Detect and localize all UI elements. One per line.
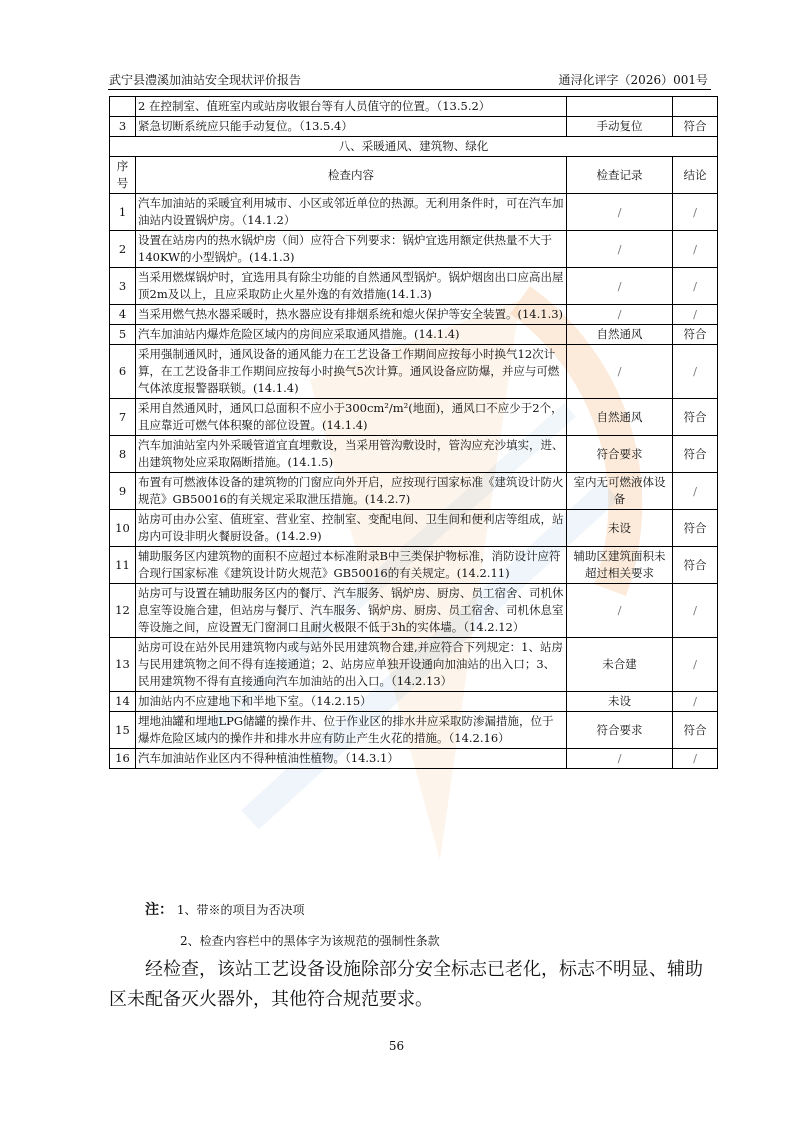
table-row bbox=[110, 117, 718, 137]
row-content: 加油站内不应建地下和半地下室。（14.2.15） bbox=[136, 692, 567, 712]
row-result: / bbox=[673, 268, 718, 305]
conclusion-paragraph: 经检查，该站工艺设备设施除部分安全标志已老化，标志不明显、辅助区未配备灭火器外，其他符合规范要求。 bbox=[109, 959, 703, 1010]
row-number: 15 bbox=[110, 712, 136, 749]
table-row bbox=[110, 194, 718, 231]
note-item-1 bbox=[145, 899, 304, 919]
table-row bbox=[110, 97, 718, 117]
section-title: 八、采暖通风、建筑物、绿化 bbox=[110, 137, 718, 157]
note-item-2: 2、检查内容栏中的黑体字为该规范的强制性条款 bbox=[180, 934, 440, 948]
row-content: 站房可设在站外民用建筑物内或与站外民用建筑物合建,并应符合下列规定：1、站房与民用建筑物之间不得有连接通道；2、站房应单独开设通向加油站的出入口；3、民用建筑物不得有直接通向汽车加油站的出入口。（14.2.13） bbox=[136, 638, 567, 692]
table-row bbox=[110, 692, 718, 712]
row-result: 符合 bbox=[673, 712, 718, 749]
row-number: 7 bbox=[110, 399, 136, 436]
row-result: / bbox=[673, 749, 718, 769]
header-num: 序号 bbox=[110, 157, 136, 194]
row-result: / bbox=[673, 692, 718, 712]
section-title-row bbox=[110, 137, 718, 157]
row-result: 符合 bbox=[673, 510, 718, 547]
header-content: 检查内容 bbox=[136, 157, 567, 194]
row-content: 站房可由办公室、值班室、营业室、控制室、变配电间、卫生间和便利店等组成，站房内可设非明火餐厨设备。(14.2.9) bbox=[136, 510, 567, 547]
row-number: 8 bbox=[110, 436, 136, 473]
row-content: 汽车加油站的采暖宜利用城市、小区或邻近单位的热源。无利用条件时，可在汽车加油站内设置锅炉房。（14.1.2） bbox=[136, 194, 567, 231]
row-result: / bbox=[673, 473, 718, 510]
row-record: / bbox=[567, 194, 673, 231]
row-number: 4 bbox=[110, 305, 136, 325]
row-record: / bbox=[567, 231, 673, 268]
row-record: 符合要求 bbox=[567, 436, 673, 473]
row-number: 11 bbox=[110, 547, 136, 584]
row-result: 符合 bbox=[673, 547, 718, 584]
table-row bbox=[110, 268, 718, 305]
table-header-row bbox=[110, 157, 718, 194]
table-row bbox=[110, 399, 718, 436]
row-content: 站房可与设置在辅助服务区内的餐厅、汽车服务、锅炉房、厨房、员工宿舍、司机休息室等设施合建，但站房与餐厅、汽车服务、锅炉房、厨房、员工宿舍、司机休息室等设施之间，应设置无门窗洞口且耐火极限不低于3h的实体墙。（14.2.12） bbox=[136, 584, 567, 638]
row-content: 当采用燃煤锅炉时，宜选用具有除尘功能的自然通风型锅炉。锅炉烟囱出口应高出屋顶2m及以上，且应采取防止火星外逸的有效措施(14.1.3) bbox=[136, 268, 567, 305]
table-row bbox=[110, 325, 718, 345]
row-content: 紧急切断系统应只能手动复位。（13.5.4） bbox=[136, 117, 567, 137]
row-content: 采用自然通风时，通风口总面积不应小于300cm²/m²(地面)，通风口不应少于2个，且应靠近可燃气体积聚的部位设置。(14.1.4) bbox=[136, 399, 567, 436]
table-row bbox=[110, 510, 718, 547]
table-row bbox=[110, 584, 718, 638]
table-row bbox=[110, 547, 718, 584]
row-content: 2 在控制室、值班室内或站房收银台等有人员值守的位置。（13.5.2） bbox=[136, 97, 567, 117]
inspection-table bbox=[109, 96, 718, 769]
note-label: 注： bbox=[145, 902, 173, 918]
row-content: 埋地油罐和埋地LPG储罐的操作井、位于作业区的排水井应采取防渗漏措施，位于爆炸危险区域内的操作井和排水井应有防止产生火花的措施。（14.2.16） bbox=[136, 712, 567, 749]
row-content: 汽车加油站室内外采暖管道宜直埋敷设，当采用管沟敷设时，管沟应充沙填实，进、出建筑物处应采取隔断措施。(14.1.5) bbox=[136, 436, 567, 473]
row-number: 16 bbox=[110, 749, 136, 769]
row-result: / bbox=[673, 231, 718, 268]
row-result: / bbox=[673, 584, 718, 638]
row-record: / bbox=[567, 305, 673, 325]
row-record: 手动复位 bbox=[567, 117, 673, 137]
table-row bbox=[110, 749, 718, 769]
table-row bbox=[110, 345, 718, 399]
table-row bbox=[110, 473, 718, 510]
table-row bbox=[110, 638, 718, 692]
note-text-1: 1、带※的项目为否决项 bbox=[176, 903, 305, 917]
row-content: 设置在站房内的热水锅炉房（间）应符合下列要求：锅炉宜选用额定供热量不大于140KW的小型锅炉。(14.1.3) bbox=[136, 231, 567, 268]
row-record bbox=[567, 97, 673, 117]
row-record: 未设 bbox=[567, 510, 673, 547]
row-content: 汽车加油站作业区内不得种植油性植物。（14.3.1） bbox=[136, 749, 567, 769]
row-result: 符合 bbox=[673, 325, 718, 345]
row-record: / bbox=[567, 345, 673, 399]
row-number: 2 bbox=[110, 231, 136, 268]
row-content: 采用强制通风时，通风设备的通风能力在工艺设备工作期间应按每小时换气12次计算，在工艺设备非工作期间应按每小时换气5次计算。通风设备应防爆，并应与可燃气体浓度报警器联锁。(14.1.4) bbox=[136, 345, 567, 399]
row-number: 10 bbox=[110, 510, 136, 547]
row-content: 汽车加油站内爆炸危险区域内的房间应采取通风措施。(14.1.4) bbox=[136, 325, 567, 345]
page-number: 56 bbox=[388, 1039, 405, 1053]
row-record: 室内无可燃液体设备 bbox=[567, 473, 673, 510]
table-row bbox=[110, 231, 718, 268]
row-number: 13 bbox=[110, 638, 136, 692]
row-content: 当采用燃气热水器采暖时，热水器应设有排烟系统和熄火保护等安全装置。(14.1.3) bbox=[136, 305, 567, 325]
row-record: 自然通风 bbox=[567, 325, 673, 345]
row-result: 符合 bbox=[673, 117, 718, 137]
row-number: 5 bbox=[110, 325, 136, 345]
row-record: 未合建 bbox=[567, 638, 673, 692]
row-number: 12 bbox=[110, 584, 136, 638]
header-rule bbox=[108, 89, 711, 90]
row-record: 自然通风 bbox=[567, 399, 673, 436]
row-content: 辅助服务区内建筑物的面积不应超过本标准附录B中三类保护物标准，消防设计应符合现行国家标准《建筑设计防火规范》GB50016的有关规定。(14.2.11) bbox=[136, 547, 567, 584]
row-number: 9 bbox=[110, 473, 136, 510]
row-number bbox=[110, 97, 136, 117]
table-row bbox=[110, 436, 718, 473]
row-number: 3 bbox=[110, 268, 136, 305]
row-record: / bbox=[567, 268, 673, 305]
row-record: / bbox=[567, 749, 673, 769]
row-number: 6 bbox=[110, 345, 136, 399]
row-record: 辅助区建筑面积未超过相关要求 bbox=[567, 547, 673, 584]
row-result: / bbox=[673, 345, 718, 399]
row-content: 布置有可燃液体设备的建筑物的门窗应向外开启，应按现行国家标准《建筑设计防火规范》GB50016的有关规定采取泄压措施。(14.2.7) bbox=[136, 473, 567, 510]
row-result bbox=[673, 97, 718, 117]
header-record: 检查记录 bbox=[567, 157, 673, 194]
row-result: / bbox=[673, 194, 718, 231]
header-left-title: 武宁县澧溪加油站安全现状评价报告 bbox=[109, 73, 302, 87]
header-report-number: 通浔化评字（2026）001号 bbox=[558, 73, 708, 87]
row-result: / bbox=[673, 305, 718, 325]
header-result: 结论 bbox=[673, 157, 718, 194]
row-result: / bbox=[673, 638, 718, 692]
row-result: 符合 bbox=[673, 436, 718, 473]
row-record: 未设 bbox=[567, 692, 673, 712]
row-result: 符合 bbox=[673, 399, 718, 436]
table-row bbox=[110, 712, 718, 749]
row-record: / bbox=[567, 584, 673, 638]
row-number: 3 bbox=[110, 117, 136, 137]
row-record: 符合要求 bbox=[567, 712, 673, 749]
row-number: 14 bbox=[110, 692, 136, 712]
row-number: 1 bbox=[110, 194, 136, 231]
table-row bbox=[110, 305, 718, 325]
